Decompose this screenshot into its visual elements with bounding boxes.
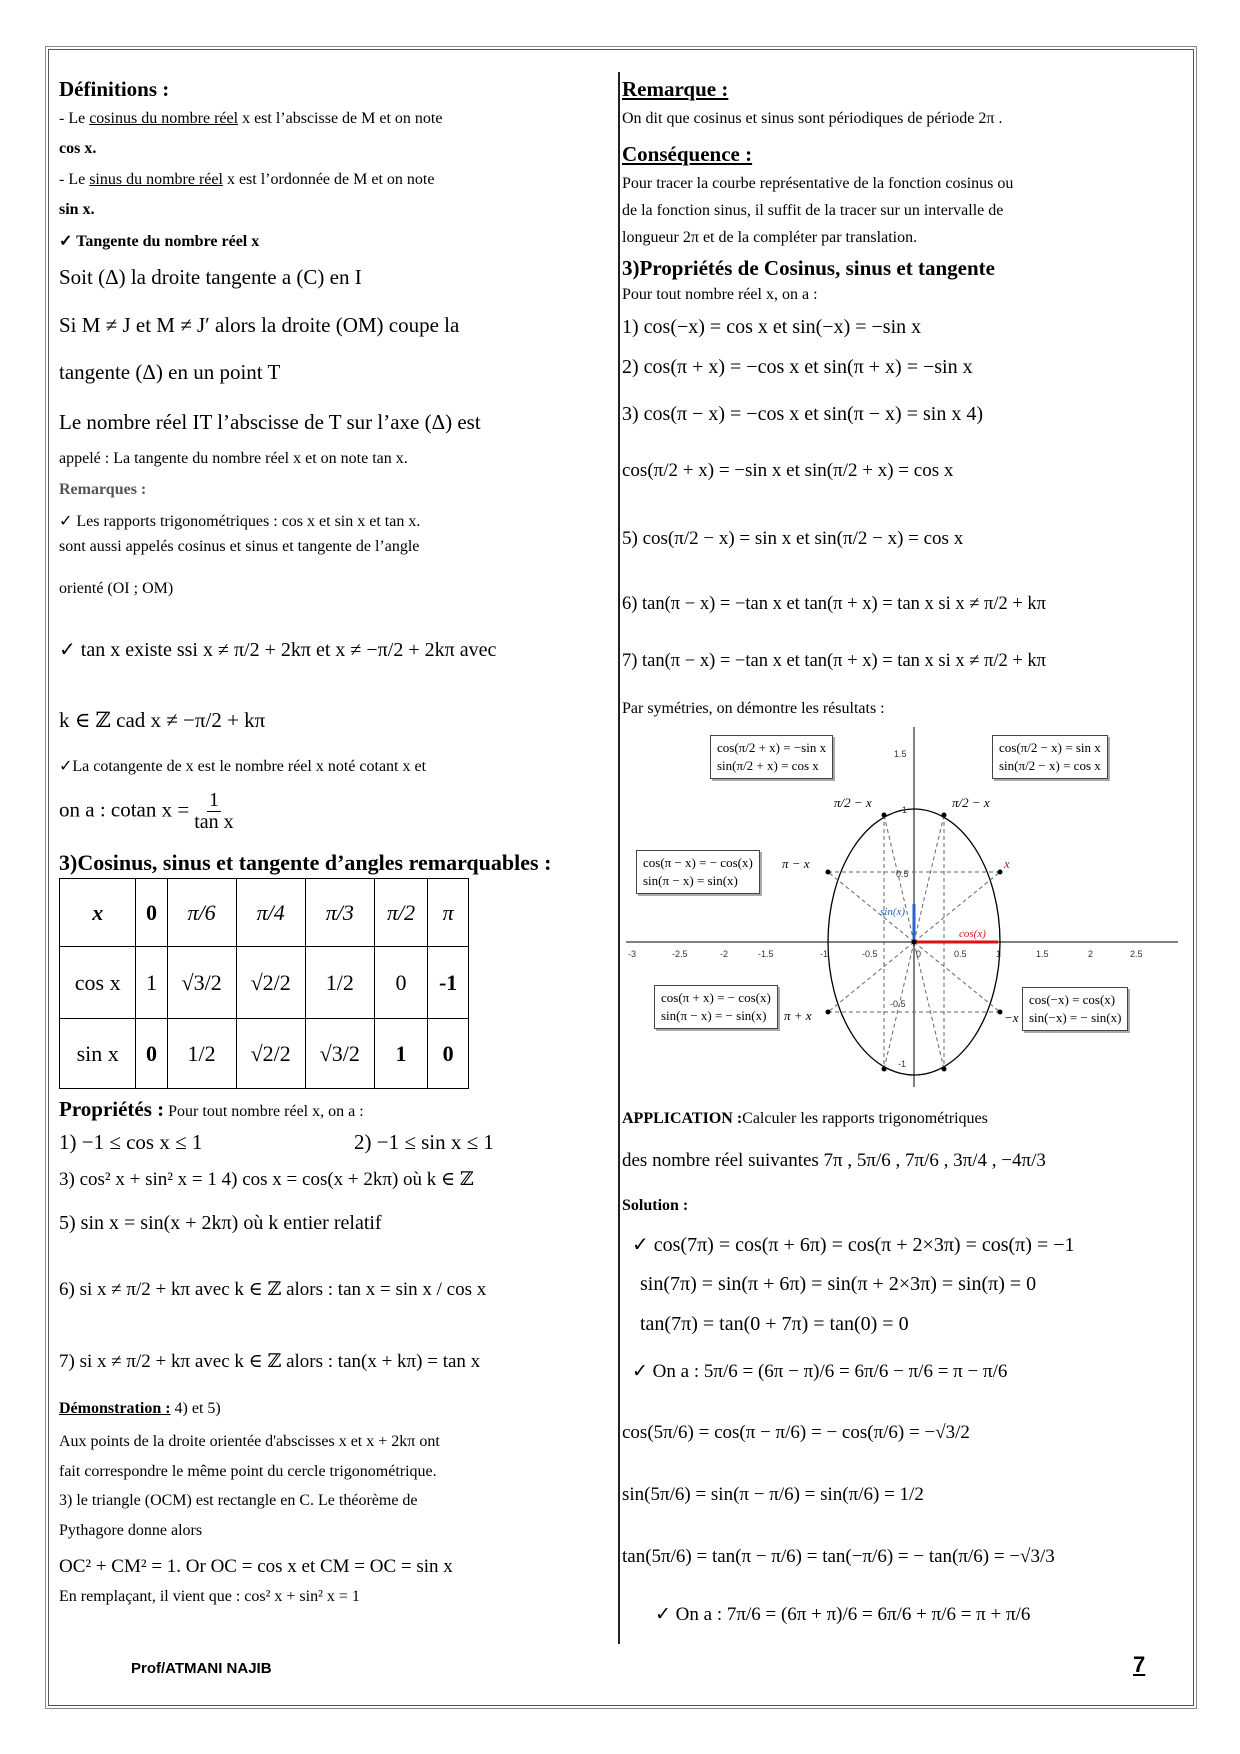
x-tick: 0 [916, 949, 922, 959]
cot-on-a: on a : [59, 797, 106, 822]
y-tick: -0.5 [890, 999, 906, 1009]
table-cell: x [60, 879, 136, 947]
table-cell: cos x [60, 947, 136, 1019]
consequence-title: Conséquence : [622, 142, 753, 166]
x-tick: -2 [720, 949, 729, 959]
x-tick: -1 [820, 949, 829, 959]
prop-6: 6) si x ≠ π/2 + kπ avec k ∈ ℤ alors : tan x = sin x / cos x [59, 1279, 487, 1300]
demo-6: En remplaçant, il vient que : cos² x + sin² x = 1 [59, 1588, 360, 1605]
label-pi-plus-x: π + x [784, 1008, 812, 1023]
def-cos-text-2: x est l’abscisse de M et on note [238, 110, 443, 127]
solution-8: ✓ On a : 7π/6 = (6π + π)/6 = 6π/6 + π/6 = π + π/6 [655, 1604, 1031, 1625]
x-tick: 2.5 [1130, 949, 1143, 959]
x-tick: -2.5 [672, 949, 688, 959]
table-cell: √3/2 [305, 1019, 374, 1089]
table-cell: 0 [374, 947, 427, 1019]
box-line: sin(π − x) = sin(x) [643, 873, 738, 889]
def-cos [59, 110, 442, 128]
solution-6: sin(5π/6) = sin(π − π/6) = sin(π/6) = 1/2 [622, 1484, 924, 1505]
author-footer: Prof/ATMANI NAJIB [131, 1660, 272, 1677]
cons-2: de la fonction sinus, il suffit de la tracer sur un intervalle de [622, 202, 1004, 219]
table-cell: √3/2 [167, 947, 236, 1019]
formula-box-bottom-left [654, 985, 778, 1029]
solution-1: ✓ cos(7π) = cos(π + 6π) = cos(π + 2×3π) = cos(π) = −1 [632, 1234, 1075, 1256]
demo-3: 3) le triangle (OCM) est rectangle en C. Le théorème de [59, 1492, 418, 1509]
remarkable-values-table [59, 878, 469, 1089]
cons-1: Pour tracer la courbe représentative de la fonction cosinus ou [622, 175, 1014, 192]
symetries-text: Par symétries, on démontre les résultats : [622, 700, 885, 717]
formula-box-middle-left [636, 850, 760, 894]
table-cell: π/4 [236, 879, 305, 947]
cot-lhs: cotan x = [110, 797, 190, 822]
label-pi-minus-x: π − x [782, 856, 810, 871]
x-tick-labels [628, 949, 1143, 959]
box-line: sin(−x) = − sin(x) [1029, 1010, 1122, 1026]
def-sin-text-1: - Le [59, 171, 90, 188]
si-line: Si M ≠ J et M ≠ J′ alors la droite (OM) coupe la [59, 313, 460, 337]
trig-circle-figure [622, 725, 1182, 1090]
solution-3: tan(7π) = tan(0 + 7π) = tan(0) = 0 [640, 1313, 909, 1335]
label-pi2-minus-x-left: π/2 − x [834, 795, 872, 810]
x-tick: -3 [628, 949, 637, 959]
cons-3: longueur 2π et de la compléter par translation. [622, 229, 918, 246]
def-sin-underlined: sinus du nombre réel [89, 171, 223, 188]
def-cos-underlined: cosinus du nombre réel [89, 110, 239, 127]
demo-1: Aux points de la droite orientée d'abscisses x et x + 2kπ ont [59, 1433, 440, 1450]
table-cell: -1 [428, 947, 469, 1019]
rem-1: ✓ Les rapports trigonométriques : cos x et sin x et tan x. [59, 513, 421, 530]
table-cell: 1 [374, 1019, 427, 1089]
prop-1: 1) −1 ≤ cos x ≤ 1 [59, 1130, 203, 1154]
tangent-title: ✓ Tangente du nombre réel x [59, 233, 260, 250]
prop-2: 2) −1 ≤ sin x ≤ 1 [354, 1130, 494, 1154]
formula-box-top-left [710, 735, 833, 779]
x-tick: -0.5 [862, 949, 878, 959]
label-pi2-minus-x-right: π/2 − x [952, 795, 990, 810]
props3-title: 3)Propriétés de Cosinus, sinus et tangente [622, 256, 995, 280]
label-sin-x: sin(x) [880, 906, 906, 918]
def-cos-text-1: - Le [59, 110, 90, 127]
trig-circle-svg [622, 725, 1182, 1090]
page-number: 7 [1133, 1652, 1146, 1677]
def-sin-text-2: x est l’ordonnée de M et on note [222, 171, 435, 188]
table-cell: √2/2 [236, 1019, 305, 1089]
definitions-title: Définitions : [59, 77, 170, 101]
application-numbers: des nombre réel suivantes 7π , 5π/6 , 7π/6 , 3π/4 , −4π/3 [622, 1150, 1046, 1171]
angle-labels [782, 795, 1019, 1025]
x-tick: 1 [996, 949, 1002, 959]
x-tick: 0.5 [954, 949, 967, 959]
application-text: Calculer les rapports trigonométriques [742, 1110, 988, 1127]
application-title: APPLICATION : [622, 1110, 743, 1127]
table-cell: 1/2 [305, 947, 374, 1019]
table-row [60, 947, 469, 1019]
box-line: sin(π/2 − x) = cos x [999, 758, 1101, 774]
box-line: sin(π/2 + x) = cos x [717, 758, 819, 774]
table-cell: π [428, 879, 469, 947]
prop-7: 7) si x ≠ π/2 + kπ avec k ∈ ℤ alors : tan(x + kπ) = tan x [59, 1351, 481, 1372]
table-cell: π/3 [305, 879, 374, 947]
cot-line-1: ✓La cotangente de x est le nombre réel x noté cotant x et [59, 758, 427, 775]
def-cos-note: cos x. [59, 140, 97, 157]
prop-r2: 2) cos(π + x) = −cos x et sin(π + x) = −sin x [622, 356, 973, 378]
solution-2: sin(7π) = sin(π + 6π) = sin(π + 2×3π) = sin(π) = 0 [640, 1273, 1037, 1295]
def-sin [59, 171, 434, 189]
table-cell: 1/2 [167, 1019, 236, 1089]
box-line: cos(π + x) = − cos(x) [661, 990, 771, 1005]
x-tick: 1.5 [1036, 949, 1049, 959]
prop-r5: 5) cos(π/2 − x) = sin x et sin(π/2 − x) = cos x [622, 528, 964, 549]
remarques-title: Remarques : [59, 481, 147, 498]
solution-4: ✓ On a : 5π/6 = (6π − π)/6 = 6π/6 − π/6 = π − π/6 [632, 1361, 1008, 1382]
cot-fraction [192, 790, 235, 833]
table-cell: 0 [136, 1019, 167, 1089]
rem-3: orienté (OI ; OM) [59, 580, 174, 597]
cot-line-2 [59, 790, 239, 833]
label-x: x [1004, 856, 1010, 871]
formula-box-bottom-right [1022, 987, 1128, 1031]
table-cell: 1 [136, 947, 167, 1019]
label-minus-x: −x [1004, 1010, 1019, 1025]
table-cell: √2/2 [236, 947, 305, 1019]
solution-7: tan(5π/6) = tan(π − π/6) = tan(−π/6) = − tan(π/6) = −√3/3 [622, 1546, 1055, 1567]
def-sin-note: sin x. [59, 201, 95, 218]
application-line [622, 1110, 988, 1128]
soit-line: Soit (Δ) la droite tangente a (C) en I [59, 265, 362, 289]
prop-3-4: 3) cos² x + sin² x = 1 4) cos x = cos(x + 2kπ) où k ∈ ℤ [59, 1169, 474, 1190]
rem-2: sont aussi appelés cosinus et sinus et tangente de l’angle [59, 538, 420, 555]
table-cell: π/6 [167, 879, 236, 947]
column-divider [618, 72, 620, 1644]
demo-2: fait correspondre le même point du cercle trigonométrique. [59, 1463, 437, 1480]
table-row [60, 1019, 469, 1089]
solution-5: cos(5π/6) = cos(π − π/6) = − cos(π/6) = −√3/2 [622, 1422, 970, 1443]
box-line: cos(π/2 + x) = −sin x [717, 740, 827, 755]
box-line: cos(π/2 − x) = sin x [999, 740, 1101, 755]
remarque-text: On dit que cosinus et sinus sont périodiques de période 2π . [622, 110, 1003, 127]
demo-4: Pythagore donne alors [59, 1522, 203, 1539]
box-line: cos(π − x) = − cos(x) [643, 855, 753, 870]
cot-den: tan x [194, 811, 234, 833]
props-intro: Pour tout nombre réel x, on a : [164, 1103, 364, 1120]
cot-num: 1 [208, 789, 219, 811]
y-tick: 1 [902, 805, 908, 815]
table-cell: 0 [136, 879, 167, 947]
x-tick: 2 [1088, 949, 1094, 959]
box-line: sin(π − x) = − sin(x) [661, 1008, 767, 1024]
tangente-line: tangente (Δ) en un point T [59, 360, 281, 384]
prop-r7: 7) tan(π − x) = −tan x et tan(π + x) = tan x si x ≠ π/2 + kπ [622, 651, 1047, 671]
props3-intro: Pour tout nombre réel x, on a : [622, 286, 818, 303]
demo-5: OC² + CM² = 1. Or OC = cos x et CM = OC = sin x [59, 1556, 453, 1577]
y-tick: 1.5 [894, 749, 907, 759]
table-row [60, 879, 469, 947]
props-line [59, 1097, 364, 1122]
remarque-title: Remarque : [622, 77, 729, 101]
demo-ref: 4) et 5) [170, 1400, 221, 1417]
formula-box-top-right [992, 735, 1108, 779]
table-cell: 0 [428, 1019, 469, 1089]
label-cos-x: cos(x) [959, 928, 986, 940]
y-tick: 0.5 [896, 869, 909, 879]
demo-title: Démonstration : [59, 1400, 171, 1417]
y-tick: -1 [898, 1059, 907, 1069]
appele-line: appelé : La tangente du nombre réel x et on note tan x. [59, 450, 408, 467]
prop-r1: 1) cos(−x) = cos x et sin(−x) = −sin x [622, 316, 922, 338]
prop-r4: cos(π/2 + x) = −sin x et sin(π/2 + x) = cos x [622, 460, 954, 481]
nombre-line: Le nombre réel IT l’abscisse de T sur l’axe (Δ) est [59, 410, 481, 434]
remarkable-title: 3)Cosinus, sinus et tangente d’angles remarquables : [59, 850, 552, 875]
box-line: cos(−x) = cos(x) [1029, 992, 1116, 1007]
prop-5: 5) sin x = sin(x + 2kπ) où k entier relatif [59, 1212, 382, 1234]
k-line: k ∈ ℤ cad x ≠ −π/2 + kπ [59, 708, 266, 732]
prop-r3: 3) cos(π − x) = −cos x et sin(π − x) = sin x 4) [622, 403, 983, 425]
x-tick: -1.5 [758, 949, 774, 959]
props-title: Propriétés : [59, 1097, 165, 1121]
demo-title-line [59, 1400, 221, 1418]
prop-r6: 6) tan(π − x) = −tan x et tan(π + x) = tan x si x ≠ π/2 + kπ [622, 594, 1047, 614]
tan-exists: ✓ tan x existe ssi x ≠ π/2 + 2kπ et x ≠ −π/2 + 2kπ avec [59, 639, 497, 661]
table-cell: sin x [60, 1019, 136, 1089]
table-cell: π/2 [374, 879, 427, 947]
solution-title: Solution : [622, 1197, 689, 1214]
